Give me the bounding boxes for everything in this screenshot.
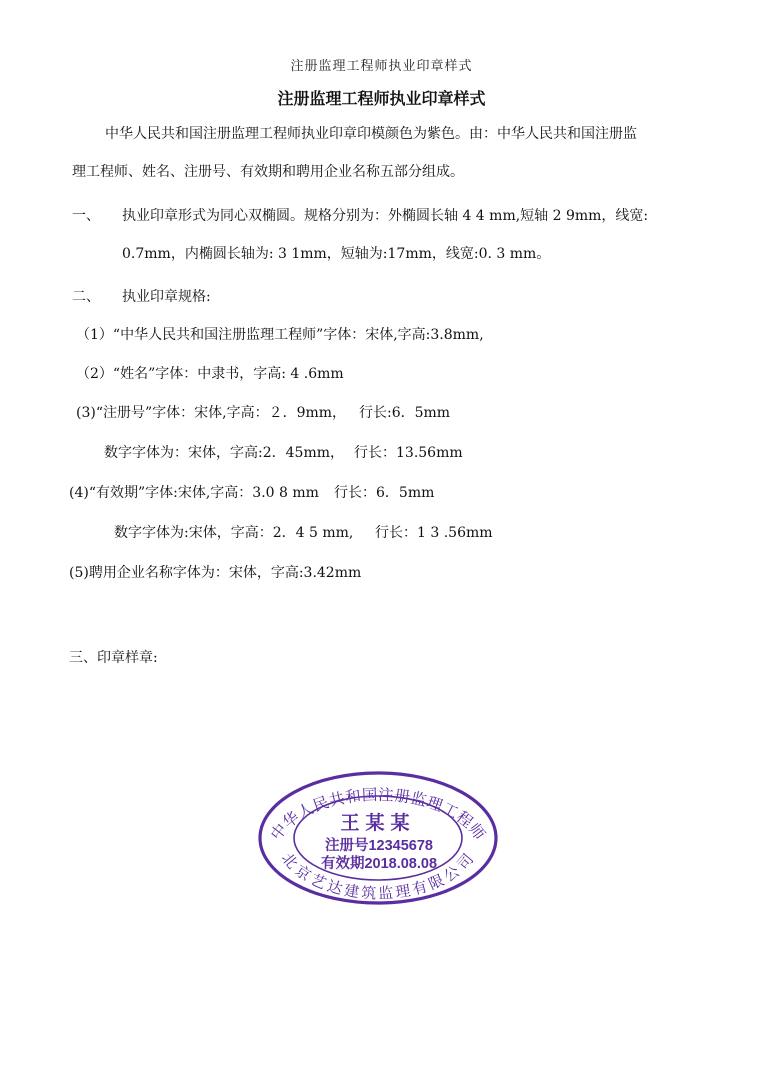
sample-seal (253, 767, 503, 909)
spec-item-4-digits-line-length: 行长：1 3 .56mm (375, 525, 493, 541)
spec-item-5: (5)聘用企业名称字体为：宋体，字高:3.42mm (69, 565, 362, 581)
running-header: 注册监理工程师执业印章样式 (290, 59, 473, 74)
spec-item-3-digits: 数字字体为：宋体，字高:2．45mm， (104, 445, 344, 461)
section-1-line-1: 执业印章形式为同心双椭圆。规格分别为：外椭圆长轴 4 4 mm,短轴 2 9mm，线宽: (122, 208, 649, 224)
spec-item-3: (3)“注册号”字体：宋体,字高：２．9mm， (76, 405, 347, 421)
spec-item-4: (4)“有效期”字体:宋体,字高：3.0 8 mm (69, 485, 319, 501)
seal-graphic (253, 767, 503, 909)
spec-item-1: （1）“中华人民共和国注册监理工程师”字体：宋体,字高:3.8mm, (76, 327, 484, 343)
seal-validity-date: 有效期2018.08.08 (320, 856, 438, 872)
section-3-heading: 三、印章样章: (69, 650, 158, 666)
spec-item-3-line-length: 行长:6．5mm (359, 405, 451, 421)
seal-name: 王某某 (340, 812, 416, 834)
seal-bottom-arc-text: 北京艺达建筑监理有限公司 (277, 849, 479, 903)
spec-item-4-line-length: 行长：6．5mm (334, 485, 435, 501)
section-1-number: 一、 (72, 208, 100, 224)
intro-line-2: 理工程师、姓名、注册号、有效期和聘用企业名称五部分组成。 (72, 164, 464, 180)
spec-item-2: （2）“姓名”字体：中隶书，字高: 4 .6mm (76, 366, 344, 382)
intro-line-1: 中华人民共和国注册监理工程师执业印章印模颜色为紫色。由：中华人民共和国注册监 (105, 126, 637, 142)
spec-item-4-digits: 数字字体为:宋体，字高：2．4 5 mm, (114, 525, 354, 541)
document-title: 注册监理工程师执业印章样式 (277, 89, 486, 108)
seal-top-arc-text: 中华人民共和国注册监理工程师 (267, 785, 489, 844)
section-2-heading: 执业印章规格: (122, 289, 211, 305)
seal-registration-number: 注册号12345678 (324, 838, 434, 854)
section-1-line-2: 0.7mm，内椭圆长轴为: 3 1mm，短轴为:17mm，线宽:0. 3 mm。 (122, 246, 551, 262)
spec-item-3-digits-line-length: 行长：13.56mm (354, 445, 463, 461)
section-2-number: 二、 (72, 289, 100, 305)
